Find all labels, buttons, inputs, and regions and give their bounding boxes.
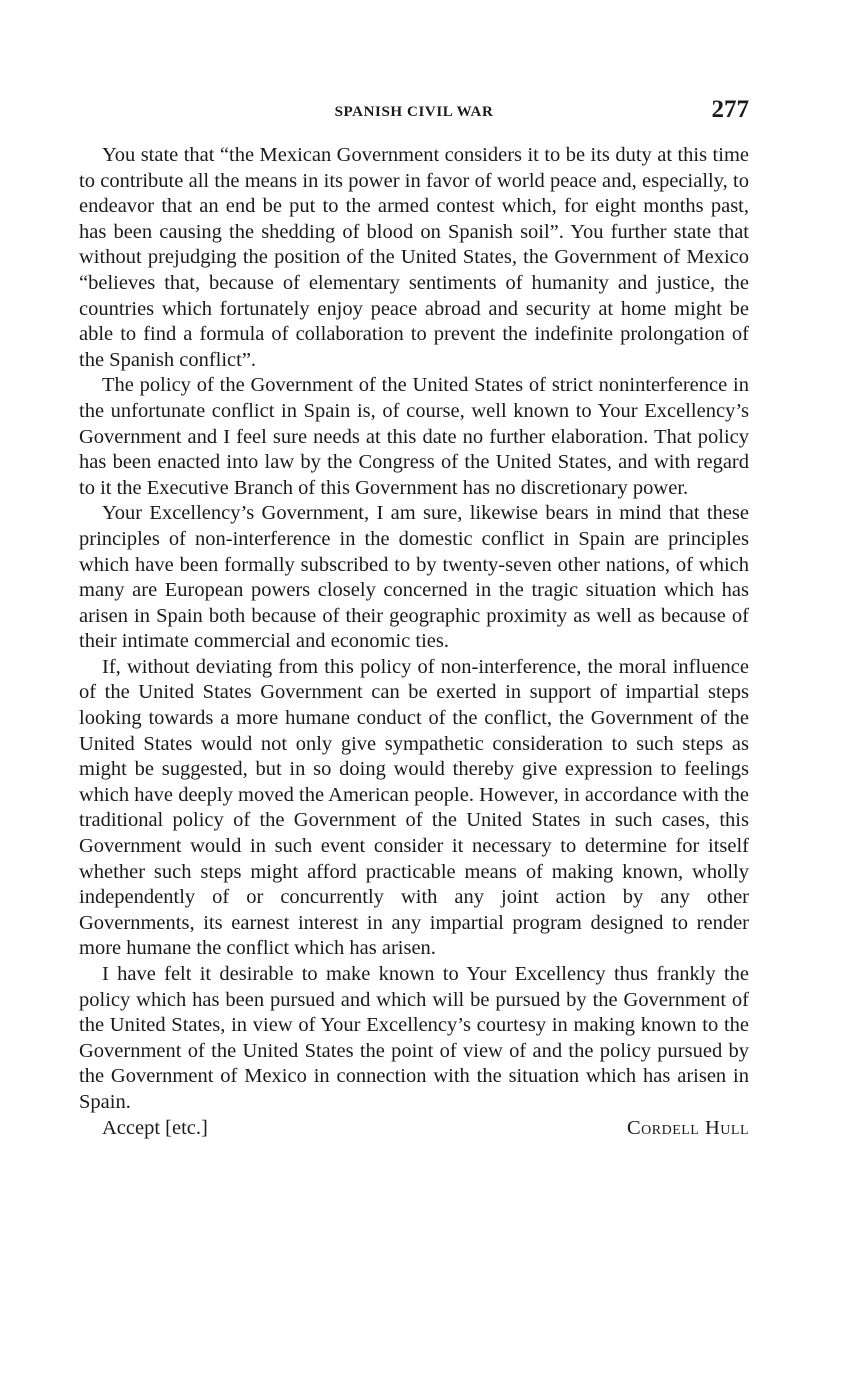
paragraph-2: The policy of the Government of the United States of strict noninterference in the unfortunate conflict in Spain is, of course, well known to Your Excellency’s Government and I feel sure needs at this date no further elaboration. That policy has been enacted into law by the Congress of the United States, and with regard to it the Executive Branch of this Government has no discretionary power.: [79, 374, 749, 499]
running-head: [79, 96, 749, 130]
page-number: 277: [711, 96, 749, 123]
paragraph-1: You state that “the Mexican Government considers it to be its duty at this time to contribute all the means in its power in favor of world peace and, especially, to endeavor that an end be put to the armed contest which, for eight months past, has been causing the shedding of blood on Spanish soil”. You further state that without prejudging the position of the United States, the Government of Mexico “believes that, because of elementary sentiments of humanity and justice, the countries which fortunately enjoy peace abroad and security at home might be able to find a formula of collaboration to prevent the indefinite prolongation of the Spanish conflict”.: [79, 144, 749, 371]
complimentary-close: Accept [etc.]: [102, 1116, 208, 1139]
document-page: [79, 96, 749, 1142]
signature: Cordell Hull: [626, 1116, 749, 1139]
closing-line: [79, 1116, 749, 1142]
body-text: [79, 143, 749, 1142]
paragraph-4: If, without deviating from this policy of non-interference, the moral influence of the United States Government can be exerted in support of impartial steps looking towards a more humane conduct of the conflict, the Government of the United States would not only give sympathetic consideration to such steps as might be suggested, but in so doing would thereby give expression to feelings which have deeply moved the American people. However, in accordance with the traditional policy of the Government of the United States in such cases, this Government would in such event consider it necessary to determine for itself whether such steps might afford practicable means of making known, wholly independently of or concurrently with any joint action by any other Governments, its earnest interest in any impartial program designed to render more humane the conflict which has arisen.: [79, 655, 749, 960]
paragraph-5: I have felt it desirable to make known to Your Excellency thus frankly the policy which has been pursued and which will be pursued by the Government of the United States, in view of Your Excellency’s courtesy in making known to the Government of the United States the point of view of and the policy pursued by the Government of Mexico in connection with the situation which has arisen in Spain.: [79, 963, 749, 1113]
paragraph-3: Your Excellency’s Government, I am sure, likewise bears in mind that these principles of non-interference in the domestic conflict in Spain are principles which have been formally subscribed to by twenty-seven other nations, of which many are European powers closely concerned in the tragic situation which has arisen in Spain both because of their geographic proximity as well as because of their intimate commercial and economic ties.: [79, 502, 749, 653]
running-title: SPANISH CIVIL WAR: [334, 104, 494, 120]
